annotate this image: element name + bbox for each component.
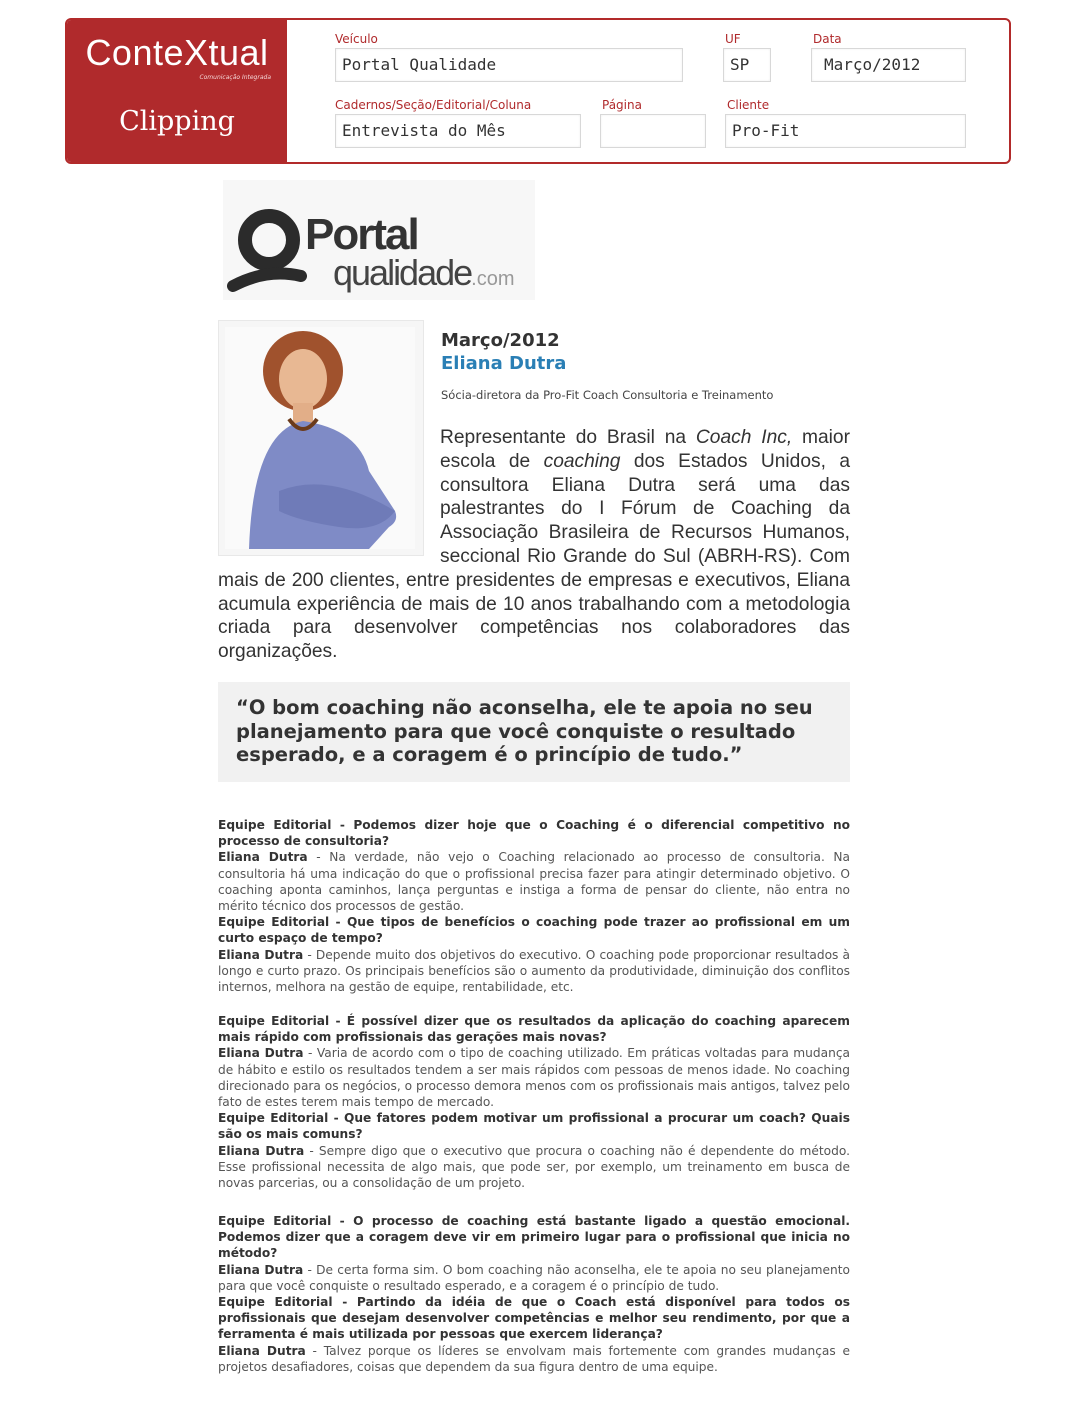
question-speaker: Equipe Editorial [218, 1014, 330, 1028]
question-speaker: Equipe Editorial [218, 1111, 329, 1126]
brand-panel [67, 20, 287, 162]
answer-text: - De certa forma sim. O bom coaching não aconselha, ele te apoia no seu planejamento para que você conquiste o resultado esperado, e a coragem é o princípio de tudo. [218, 1262, 851, 1293]
answer-text: - Na verdade, não vejo o Coaching relacionado ao processo de consultoria. Na consultoria há uma indicação do que o profissional precisa fazer para atingir determinado objetivo. O coaching aponta caminhos, lança perguntas e instiga a forma de pensar do cliente, não entra no mérito técnico dos processos de gestão. [218, 850, 851, 914]
question-text: - Partindo da idéia de que o Coach está disponível para todos os profissionais que desejam desenvolver competências e melhor seu rendimento, por que a ferramenta é mais utilizada por pessoas que exercem liderança? [218, 1295, 851, 1342]
data-field: Março/2012 [811, 48, 966, 82]
logo-portal-text: Portal [305, 210, 418, 259]
uf-field: SP [723, 48, 771, 82]
logo-qualidade-text: qualidade.com [333, 252, 515, 293]
answer-speaker: Eliana Dutra [218, 850, 308, 865]
answer-text: - Depende muito dos objetivos do executivo. O coaching pode proporcionar resultados à longo e curto prazo. Os principais benefícios são o aumento da produtividade, diminuição dos conflitos internos, melhora na gestão de equipe, rentabilidade, etc. [218, 947, 850, 995]
question-text: - Que fatores podem motivar um profissional a procurar um coach? Quais são os mais comuns? [218, 1111, 850, 1142]
answer-speaker: Eliana Dutra [218, 1046, 304, 1061]
interview-block [218, 1013, 850, 1191]
pagina-label: Página [602, 98, 642, 112]
caderno-field: Entrevista do Mês [335, 114, 581, 148]
veiculo-label: Veículo [335, 32, 378, 46]
cliente-field: Pro-Fit [725, 114, 966, 148]
question-speaker: Equipe Editorial [218, 915, 330, 930]
question-text: - É possível dizer que os resultados da aplicação do coaching aparecem mais rápido com profissionais das gerações mais novas? [218, 1014, 850, 1045]
data-label: Data [813, 32, 842, 46]
question-speaker: Equipe Editorial [218, 1214, 332, 1228]
clipping-title: Clipping [119, 106, 235, 137]
uf-label: UF [725, 32, 741, 46]
answer-speaker: Eliana Dutra [218, 1143, 305, 1158]
question-text: - Podemos dizer hoje que o Coaching é o diferencial competitivo no processo de consultoria? [218, 818, 850, 849]
interview-block [218, 817, 850, 995]
clipping-header [65, 18, 1011, 164]
answer-text: - Varia de acordo com o tipo de coaching utilizado. Em práticas voltadas para mudança de hábito e estilo os resultados tendem a ser mais rápidos com pessoas de menos idade. No coaching direcionado para os negócios, o processo demora menos com os profissionais mais antigos, talvez pelo fato de estes terem mais tempo de mercado. [218, 1046, 850, 1110]
question-speaker: Equipe Editorial [218, 1295, 333, 1310]
portal-q-icon [227, 206, 307, 306]
article-date: Março/2012 [441, 330, 560, 351]
answer-text: - Talvez porque os líderes se envolvam mais fortemente com grandes mudanças e projetos desafiadores, coisas que dependem da sua figura dentro de uma equipe. [218, 1343, 850, 1374]
veiculo-field: Portal Qualidade [335, 48, 683, 82]
question-speaker: Equipe Editorial [218, 818, 332, 832]
answer-speaker: Eliana Dutra [218, 947, 304, 962]
question-text: - O processo de coaching está bastante ligado a questão emocional. Podemos dizer que a coragem deve vir em primeiro lugar para o profissional que inicia no método? [218, 1214, 850, 1261]
pull-quote: “O bom coaching não aconselha, ele te apoia no seu planejamento para que você conquiste o resultado esperado, e a coragem é o princípio de tudo.” [218, 682, 850, 782]
portal-qualidade-logo [223, 180, 535, 300]
pagina-field [600, 114, 706, 148]
interview-block [218, 1213, 850, 1375]
interviewee-name: Eliana Dutra [441, 353, 567, 374]
answer-text: - Sempre digo que o executivo que procura o coaching não é dependente do método. Esse profissional necessita de algo mais, que pode ser, por exemplo, um treinamento em busca de novas parcerias, ou a consolidação de um projeto. [218, 1143, 850, 1191]
contextual-logo: ConteXtual [85, 32, 269, 73]
brand-tagline: Comunicação Integrada [199, 74, 271, 81]
cliente-label: Cliente [727, 98, 770, 112]
article-intro: Representante do Brasil na Coach Inc, maior escola de coaching dos Estados Unidos, a consultora Eliana Dutra será uma das palestrantes do I Fórum de Coaching da Associação Brasileira de Recursos Humanos, seccional Rio Grande do Sul (ABRH-RS). Com mais de 200 clientes, entre presidentes de empresas e executivos, Eliana acumula experiência de mais de 10 anos trabalhando com a metodologia criada para desenvolver competências nos colaboradores das organizações. [218, 427, 851, 663]
question-text: - Que tipos de benefícios o coaching pode trazer ao profissional em um curto espaço de tempo? [218, 915, 850, 946]
answer-speaker: Eliana Dutra [218, 1343, 306, 1358]
answer-speaker: Eliana Dutra [218, 1262, 304, 1277]
interviewee-role: Sócia-diretora da Pro-Fit Coach Consultoria e Treinamento [441, 388, 774, 402]
caderno-label: Cadernos/Seção/Editorial/Coluna [335, 98, 532, 112]
